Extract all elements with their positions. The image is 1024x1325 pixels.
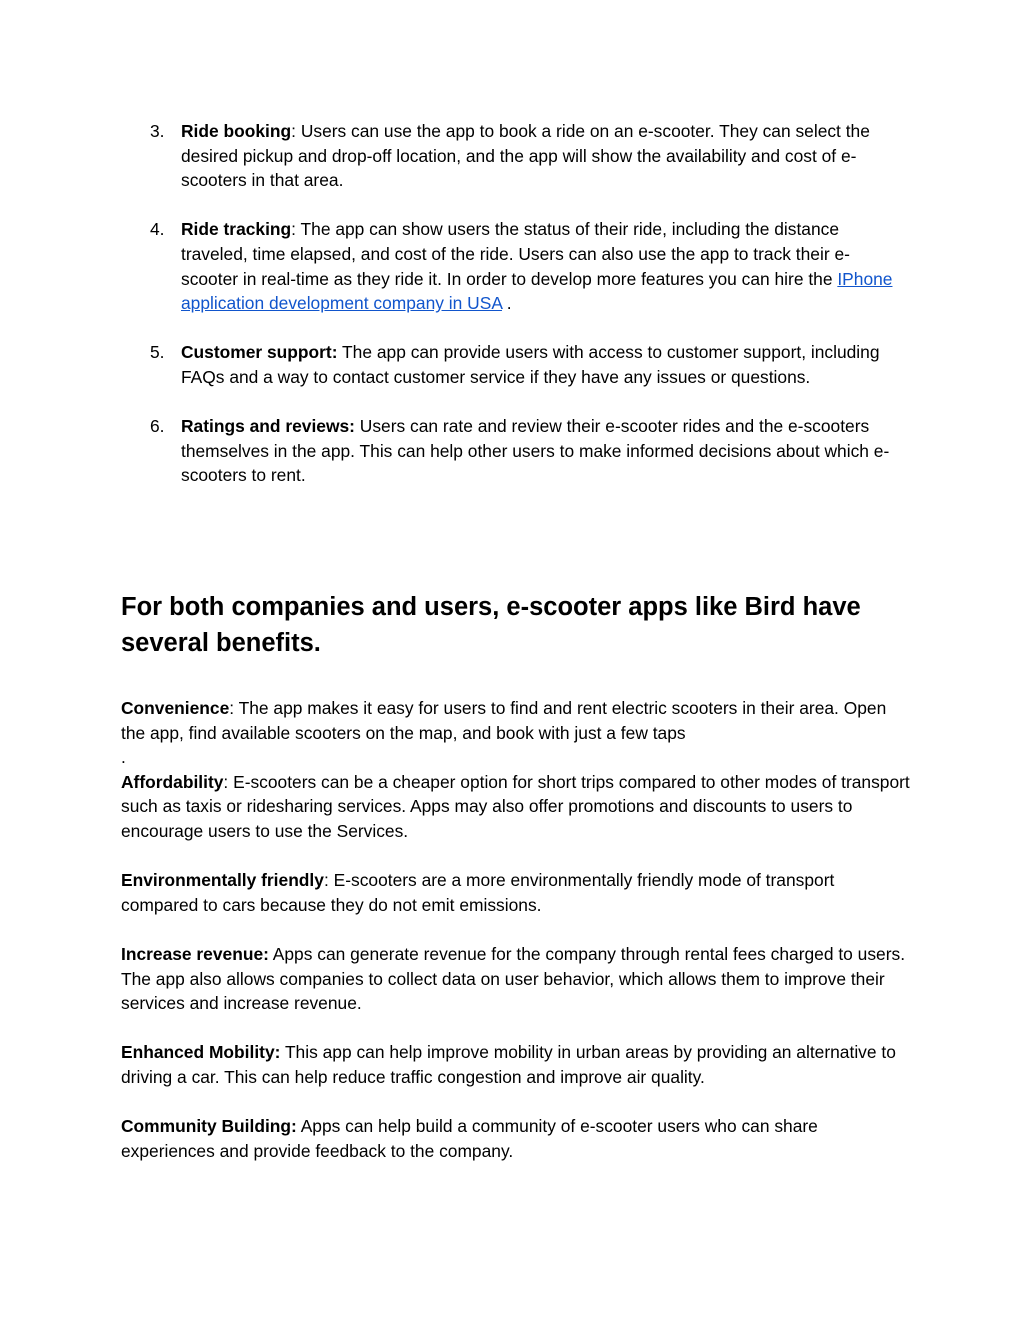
feature-text: Users can use the app to book a ride on an e-scooter. They can select the desired pickup and drop-off location, and the app will show the availability and cost of e-scooters in that area.: [181, 121, 870, 191]
benefits-section: [121, 696, 911, 1188]
feature-separator: :: [291, 219, 297, 240]
list-number: 4.: [150, 219, 165, 240]
list-item: [121, 217, 906, 315]
benefit-paragraph: [121, 868, 911, 917]
feature-text: The app can provide users with access to customer support, including FAQs and a way to contact customer service if they have any issues or questions.: [181, 342, 880, 387]
benefit-trailing-period: .: [121, 747, 126, 768]
iphone-development-link[interactable]: IPhone application development company in USA: [181, 268, 893, 314]
feature-title: Ratings and reviews:: [181, 416, 355, 437]
feature-title: Customer support:: [181, 342, 338, 363]
benefit-title: Environmentally friendly: [121, 870, 324, 891]
benefit-title: Increase revenue:: [121, 943, 269, 964]
benefit-paragraph: [121, 770, 911, 844]
list-number: 3.: [150, 121, 165, 141]
benefit-title: Community Building:: [121, 1116, 297, 1137]
section-heading: For both companies and users, e-scooter apps like Bird have several benefits.: [121, 593, 861, 657]
feature-title: Ride booking: [181, 121, 292, 141]
feature-separator: :: [291, 121, 296, 141]
benefit-text: Apps can generate revenue for the company through rental fees charged to users. The app also allows companies to collect data on user behavior, which allows them to improve their services and increase revenue.: [121, 943, 906, 1014]
benefit-title: Convenience: [121, 698, 230, 718]
benefit-title: Enhanced Mobility:: [121, 1042, 281, 1063]
benefit-text: E-scooters are a more environmentally friendly mode of transport compared to cars because they do not emit emissions.: [121, 870, 835, 915]
benefit-paragraph: [121, 696, 911, 770]
benefit-text: Apps can help build a community of e-scooter users who can share experiences and provide feedback to the company.: [121, 1116, 818, 1161]
benefit-separator: :: [223, 771, 229, 792]
feature-text-after-link: .: [501, 293, 512, 314]
benefit-paragraph: [121, 1114, 911, 1163]
feature-title: Ride tracking: [181, 219, 292, 240]
benefit-title: Affordability: [121, 771, 224, 792]
feature-text: The app can show users the status of their ride, including the distance traveled, time elapsed, and cost of the ride. Users can also use the app to track their e-scooter in real-time as they ride it. In order to develop more features you can hire the: [181, 219, 850, 289]
benefit-text: The app makes it easy for users to find and rent electric scooters in their area. Open the app, find available scooters on the map, and book with just a few taps: [121, 698, 887, 743]
list-number: 5.: [150, 342, 165, 363]
benefit-text: This app can help improve mobility in urban areas by providing an alternative to driving a car. This can help reduce traffic congestion and improve air quality.: [121, 1042, 896, 1087]
list-item: [121, 340, 906, 389]
feature-text: Users can rate and review their e-scooter rides and the e-scooters themselves in the app. This can help other users to make informed decisions about which e-scooters to rent.: [181, 416, 890, 486]
benefit-separator: :: [229, 698, 235, 718]
benefit-paragraph: [121, 942, 911, 1016]
benefit-paragraph: [121, 1040, 911, 1089]
list-item: [121, 119, 906, 193]
list-item: [121, 414, 906, 488]
benefit-text: E-scooters can be a cheaper option for short trips compared to other modes of transport such as taxis or ridesharing services. Apps may also offer promotions and discounts to users to encourage users to use the Services.: [121, 771, 910, 841]
list-number: 6.: [150, 416, 165, 437]
benefit-separator: :: [323, 870, 329, 891]
features-list: [121, 119, 906, 513]
